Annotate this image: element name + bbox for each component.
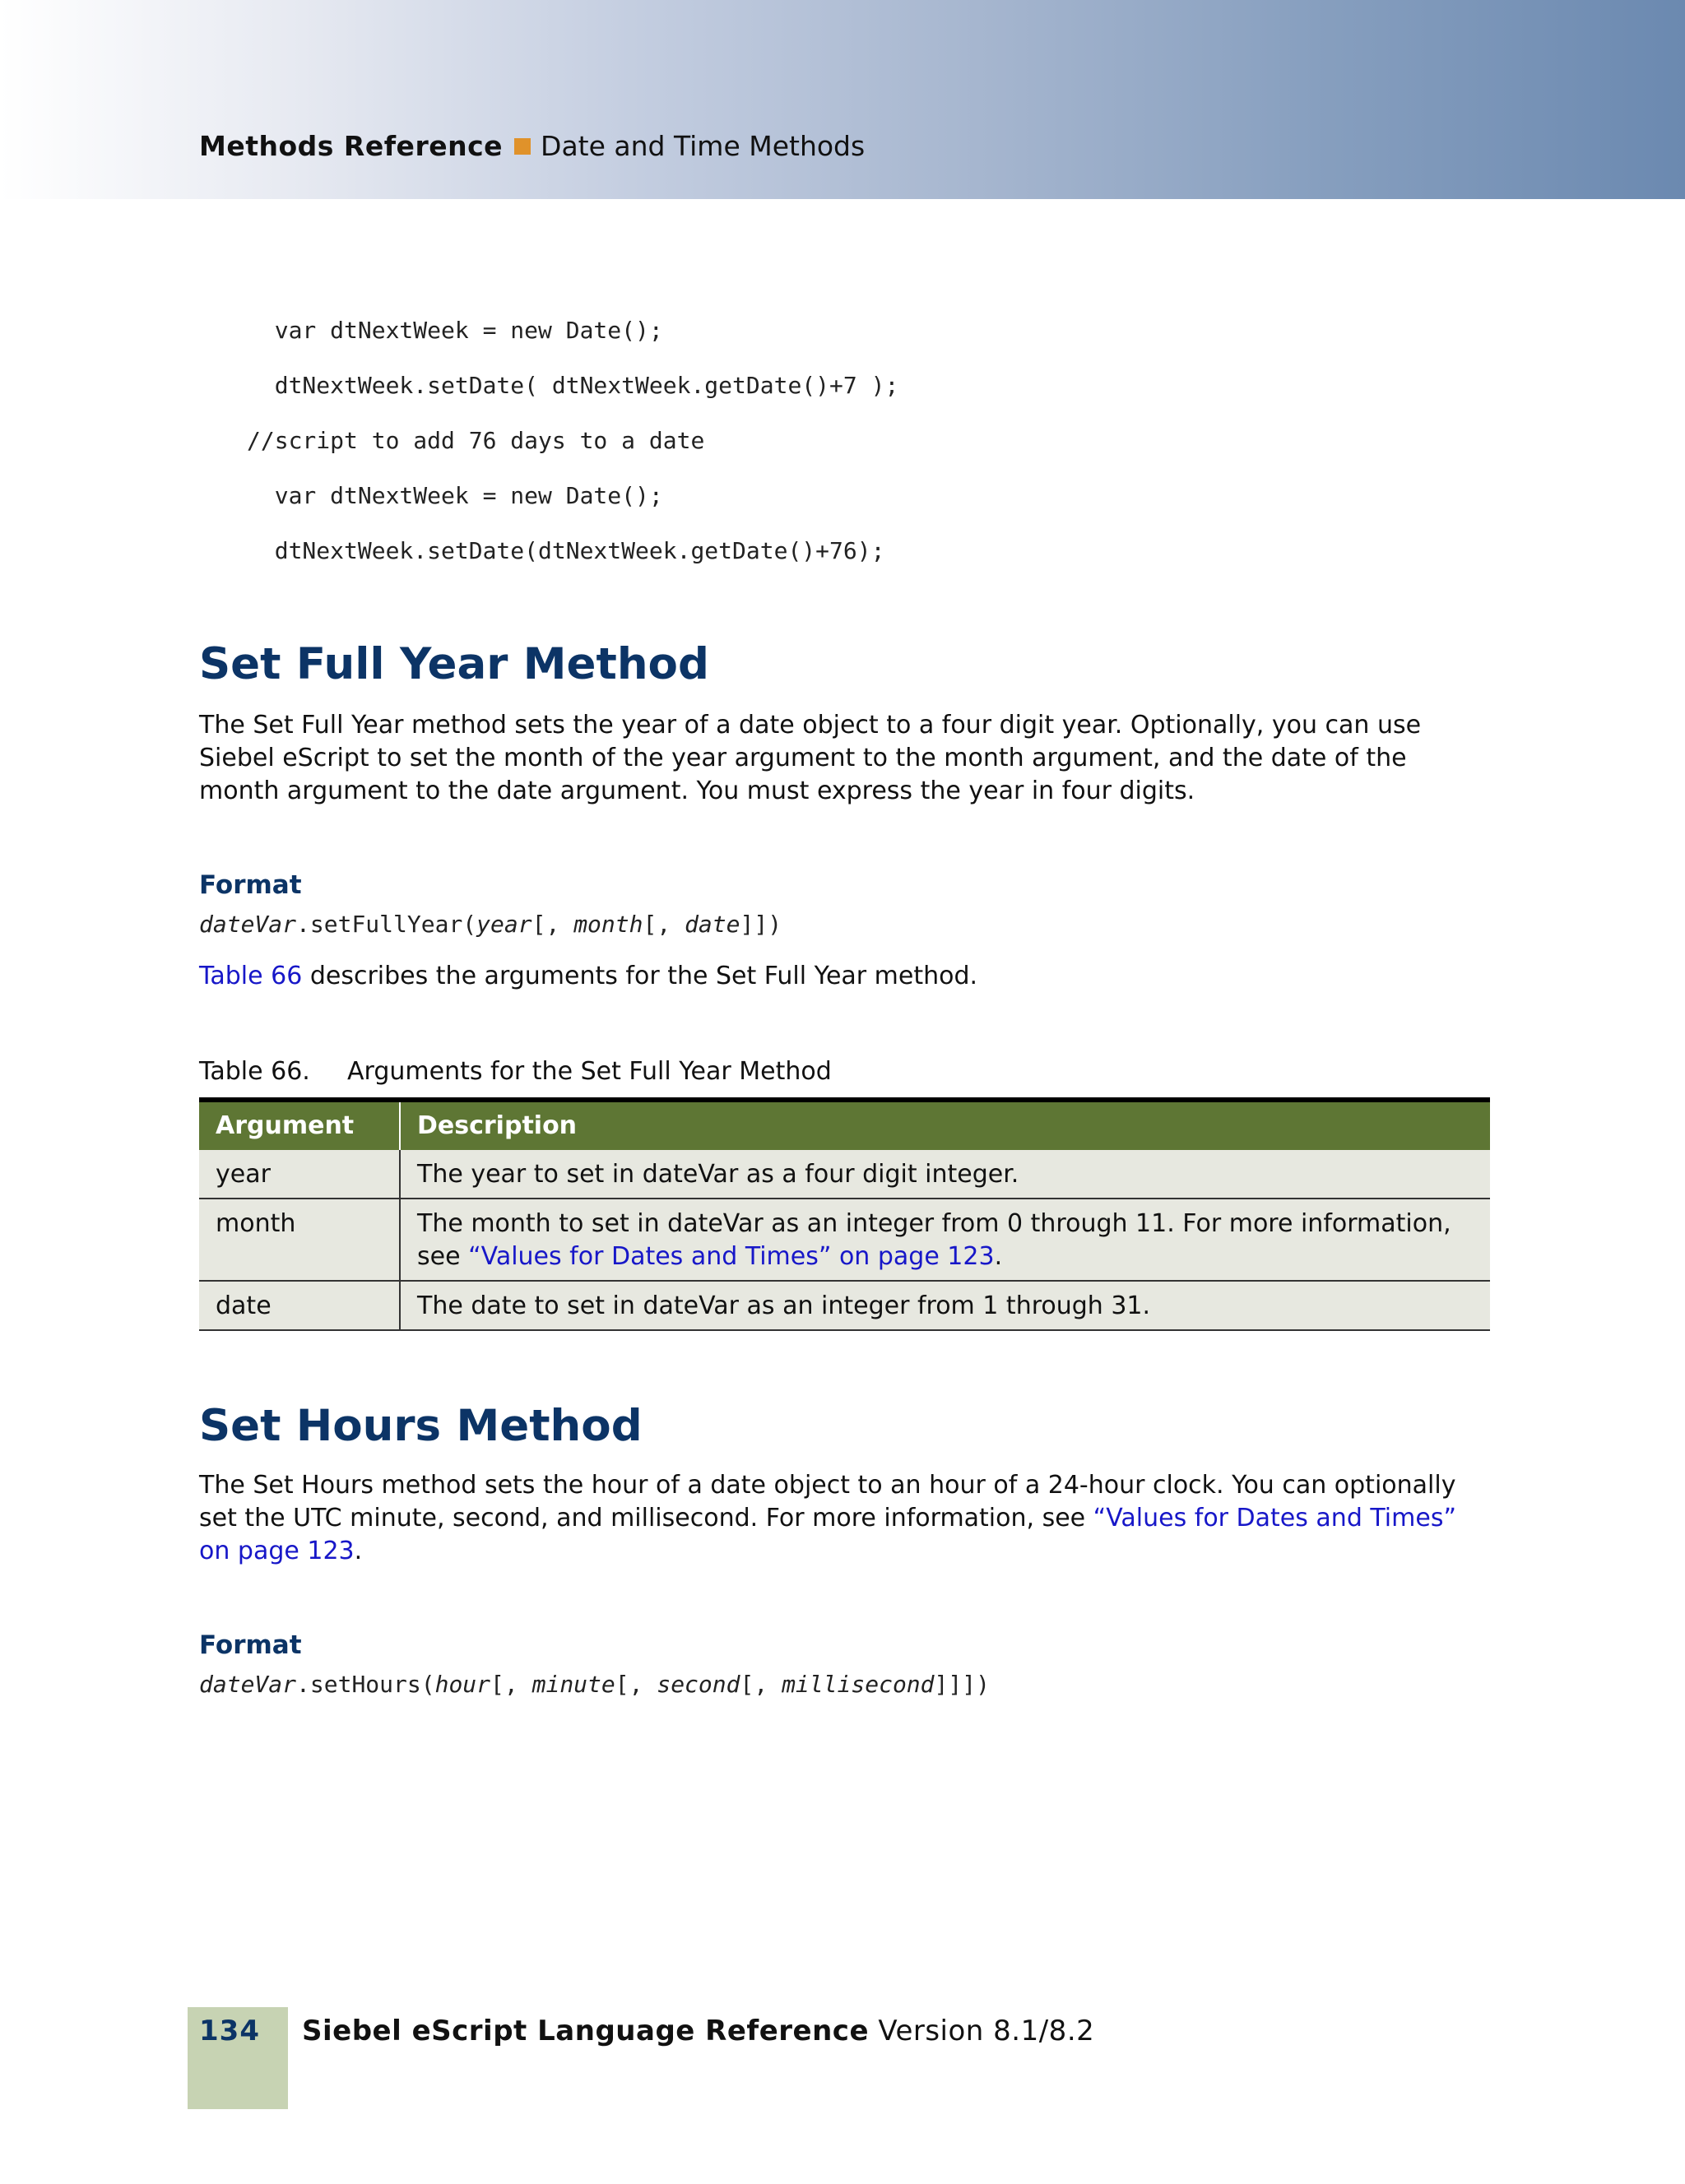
table-header-row xyxy=(199,1100,1490,1150)
arguments-table xyxy=(199,1097,1490,1331)
section-title: Date and Time Methods xyxy=(541,130,866,162)
description-cell: The month to set in dateVar as an integer from 0 through 11. For more information, see “Values for Dates and Times” on page 123. xyxy=(400,1199,1490,1281)
argument-cell: year xyxy=(199,1150,400,1199)
argument-cell: date xyxy=(199,1281,400,1330)
code-line: dtNextWeek.setDate( dtNextWeek.getDate()+7 ); xyxy=(247,372,899,399)
description-cell: The date to set in dateVar as an integer from 1 through 31. xyxy=(400,1281,1490,1330)
argument-cell: month xyxy=(199,1199,400,1281)
column-header-argument: Argument xyxy=(199,1100,400,1150)
column-header-description: Description xyxy=(400,1100,1490,1150)
format-heading: Format xyxy=(199,870,302,900)
header-band xyxy=(0,0,1685,199)
heading-set-full-year: Set Full Year Method xyxy=(199,639,709,689)
code-line: var dtNextWeek = new Date(); xyxy=(247,482,663,509)
description-cell: The year to set in dateVar as a four digit integer. xyxy=(400,1150,1490,1199)
heading-set-hours: Set Hours Method xyxy=(199,1401,643,1451)
footer-book-title: Siebel eScript Language Reference Version 8.1/8.2 xyxy=(302,2015,1095,2047)
code-line: var dtNextWeek = new Date(); xyxy=(247,317,663,344)
table-caption-label: Table 66. xyxy=(199,1057,310,1086)
values-dates-times-link[interactable]: “Values for Dates and Times” on page 123 xyxy=(199,1504,1456,1565)
table-row xyxy=(199,1281,1490,1330)
chapter-title: Methods Reference xyxy=(199,130,504,162)
table-row xyxy=(199,1199,1490,1281)
running-head xyxy=(199,130,865,163)
table-row xyxy=(199,1150,1490,1199)
format-syntax: dateVar.setHours(hour[, minute[, second[, millisecond]]]) xyxy=(199,1671,990,1698)
format-heading: Format xyxy=(199,1630,302,1660)
set-hours-description: The Set Hours method sets the hour of a date object to an hour of a 24-hour clock. You can optionally set the UTC minute, second, and millisecond. For more information, see “Values for Dates and Times” on page 123. xyxy=(199,1471,1456,1565)
separator-square-icon xyxy=(514,138,531,155)
table-66-link[interactable]: Table 66 xyxy=(199,962,303,990)
code-comment: //script to add 76 days to a date xyxy=(247,427,705,454)
table-reference-sentence: Table 66 describes the arguments for the Set Full Year method. xyxy=(199,962,978,990)
format-syntax: dateVar.setFullYear(year[, month[, date]]) xyxy=(199,911,782,938)
table-caption xyxy=(199,1056,832,1087)
set-full-year-description: The Set Full Year method sets the year of a date object to a four digit year. Optionally, you can use Siebel eScript to set the month of the year argument to the month argument, and the date of the month argument to the date argument. You must express the year in four digits. xyxy=(199,711,1422,805)
code-line: dtNextWeek.setDate(dtNextWeek.getDate()+76); xyxy=(247,537,885,564)
table-caption-title: Arguments for the Set Full Year Method xyxy=(347,1057,832,1086)
values-dates-times-link[interactable]: “Values for Dates and Times” on page 123 xyxy=(468,1242,995,1271)
page-number: 134 xyxy=(199,2015,260,2047)
